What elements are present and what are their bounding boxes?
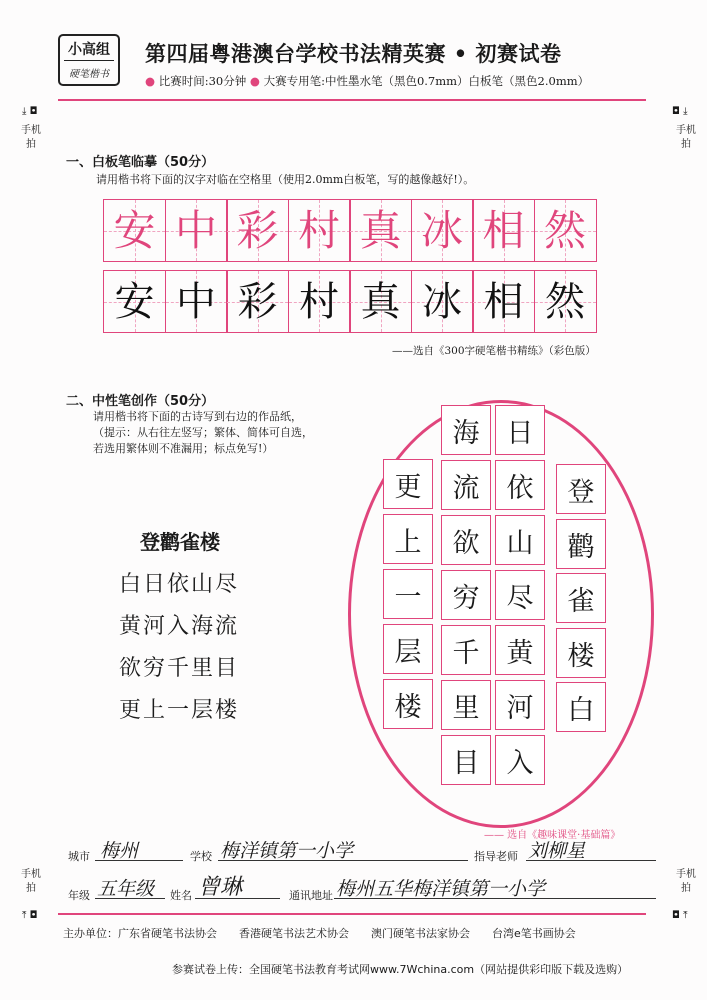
work-cell: 雀 <box>556 573 606 623</box>
logo-top-text: 小高组 <box>68 42 110 58</box>
poem-line: 欲穷千里目 <box>119 656 240 681</box>
poem-line: 更上一层楼 <box>119 698 240 723</box>
work-cell: 尽 <box>495 570 545 620</box>
work-cell: 里 <box>441 680 491 730</box>
work-cell: 欲 <box>441 515 491 565</box>
city-field[interactable]: 梅州 <box>100 840 139 862</box>
side-label-bottom-left: 手机拍 <box>21 869 41 894</box>
work-cell: 流 <box>441 460 491 510</box>
exam-info <box>145 73 589 89</box>
grade-label: 年级 <box>68 889 90 902</box>
poem-line: 白日依山尽 <box>119 572 240 597</box>
model-cell: 相 <box>472 199 535 262</box>
work-cell: 楼 <box>383 679 433 729</box>
section2-source: —— 选自《趣味课堂·基础篇》 <box>484 830 621 841</box>
name-label: 姓名 <box>170 889 192 902</box>
address-label: 通讯地址 <box>289 889 333 902</box>
written-cell[interactable]: 中 <box>165 270 228 333</box>
camera-icon: ◘ ⤒ <box>672 910 688 921</box>
work-cell: 上 <box>383 514 433 564</box>
work-cell: 鹳 <box>556 519 606 569</box>
work-cell: 海 <box>441 405 491 455</box>
top-divider <box>58 99 646 101</box>
address-field[interactable]: 梅州五华梅洋镇第一小学 <box>336 878 546 900</box>
school-field[interactable]: 梅洋镇第一小学 <box>220 840 354 862</box>
written-cell[interactable]: 相 <box>472 270 535 333</box>
camera-icon: ⤒ ◘ <box>22 910 38 921</box>
work-cell: 黄 <box>495 625 545 675</box>
handwritten-grid <box>103 270 595 333</box>
section2-heading: 二、中性笔创作（50分） <box>66 394 215 409</box>
organizers: 主办单位：广东省硬笔书法协会 香港硬笔书法艺术协会 澳门硬笔书法家协会 台湾e笔书画协会 <box>63 927 576 940</box>
work-cell: 更 <box>383 459 433 509</box>
model-cell: 冰 <box>411 199 474 262</box>
bottom-divider <box>58 913 646 915</box>
upload-note: 参赛试卷上传：全国硬笔书法教育考试网www.7Wchina.com（网站提供彩印版下载及选购） <box>172 963 629 976</box>
section1-source: ——选自《300字硬笔楷书精练》（彩色版） <box>392 345 596 357</box>
work-cell: 日 <box>495 405 545 455</box>
model-cell: 村 <box>288 199 351 262</box>
side-label-top-left: 手机拍 <box>21 125 41 150</box>
work-cell: 白 <box>556 682 606 732</box>
work-cell: 目 <box>441 735 491 785</box>
model-cell: 真 <box>349 199 412 262</box>
section1-heading: 一、白板笔临摹（50分） <box>66 155 215 170</box>
model-cell: 彩 <box>226 199 289 262</box>
model-cell: 然 <box>534 199 597 262</box>
written-cell[interactable]: 真 <box>349 270 412 333</box>
work-cell: 层 <box>383 624 433 674</box>
grade-field[interactable]: 五年级 <box>97 878 155 900</box>
work-cell: 楼 <box>556 628 606 678</box>
camera-icon: ⤓ ◘ <box>22 106 38 117</box>
camera-icon: ◘ ⤓ <box>672 106 688 117</box>
work-cell: 穷 <box>441 570 491 620</box>
poem-line: 黄河入海流 <box>119 614 240 639</box>
teacher-label: 指导老师 <box>474 850 518 863</box>
logo-bottom-text: 硬笔楷书 <box>69 69 109 80</box>
work-cell: 千 <box>441 625 491 675</box>
time-info: 比赛时间:30分钟 <box>158 74 247 88</box>
bullet-icon: ● <box>145 74 156 88</box>
written-cell[interactable]: 彩 <box>226 270 289 333</box>
pen-info: 大赛专用笔:中性墨水笔（黑色0.7mm）白板笔（黑色2.0mm） <box>263 74 590 88</box>
work-cell: 一 <box>383 569 433 619</box>
section2-instruction: 请用楷书将下面的古诗写到右边的作品纸， （提示：从右往左竖写；繁体、简体可自选， 若选用繁体则不准漏用；标点免写!） <box>93 410 313 455</box>
work-cell: 登 <box>556 464 606 514</box>
written-cell[interactable]: 冰 <box>411 270 474 333</box>
logo <box>58 34 120 86</box>
side-label-bottom-right: 手机拍 <box>676 869 696 894</box>
poem-title: 登鹳雀楼 <box>140 530 220 554</box>
school-label: 学校 <box>190 850 212 863</box>
model-cell: 中 <box>165 199 228 262</box>
written-cell[interactable]: 安 <box>103 270 166 333</box>
work-cell: 入 <box>495 735 545 785</box>
model-cell: 安 <box>103 199 166 262</box>
bullet-icon: ● <box>249 74 260 88</box>
city-label: 城市 <box>68 850 90 863</box>
model-grid <box>103 199 595 262</box>
side-label-top-right: 手机拍 <box>676 125 696 150</box>
page-title: 第四届粤港澳台学校书法精英赛 • 初赛试卷 <box>145 41 562 66</box>
teacher-field[interactable]: 刘柳星 <box>528 840 586 862</box>
work-cell: 河 <box>495 680 545 730</box>
section1-instruction: 请用楷书将下面的汉字对临在空格里（使用2.0mm白板笔，写的越像越好!）。 <box>96 173 475 186</box>
work-cell: 依 <box>495 460 545 510</box>
name-field[interactable]: 曾琳 <box>198 875 243 900</box>
work-cell: 山 <box>495 515 545 565</box>
written-cell[interactable]: 村 <box>288 270 351 333</box>
written-cell[interactable]: 然 <box>534 270 597 333</box>
